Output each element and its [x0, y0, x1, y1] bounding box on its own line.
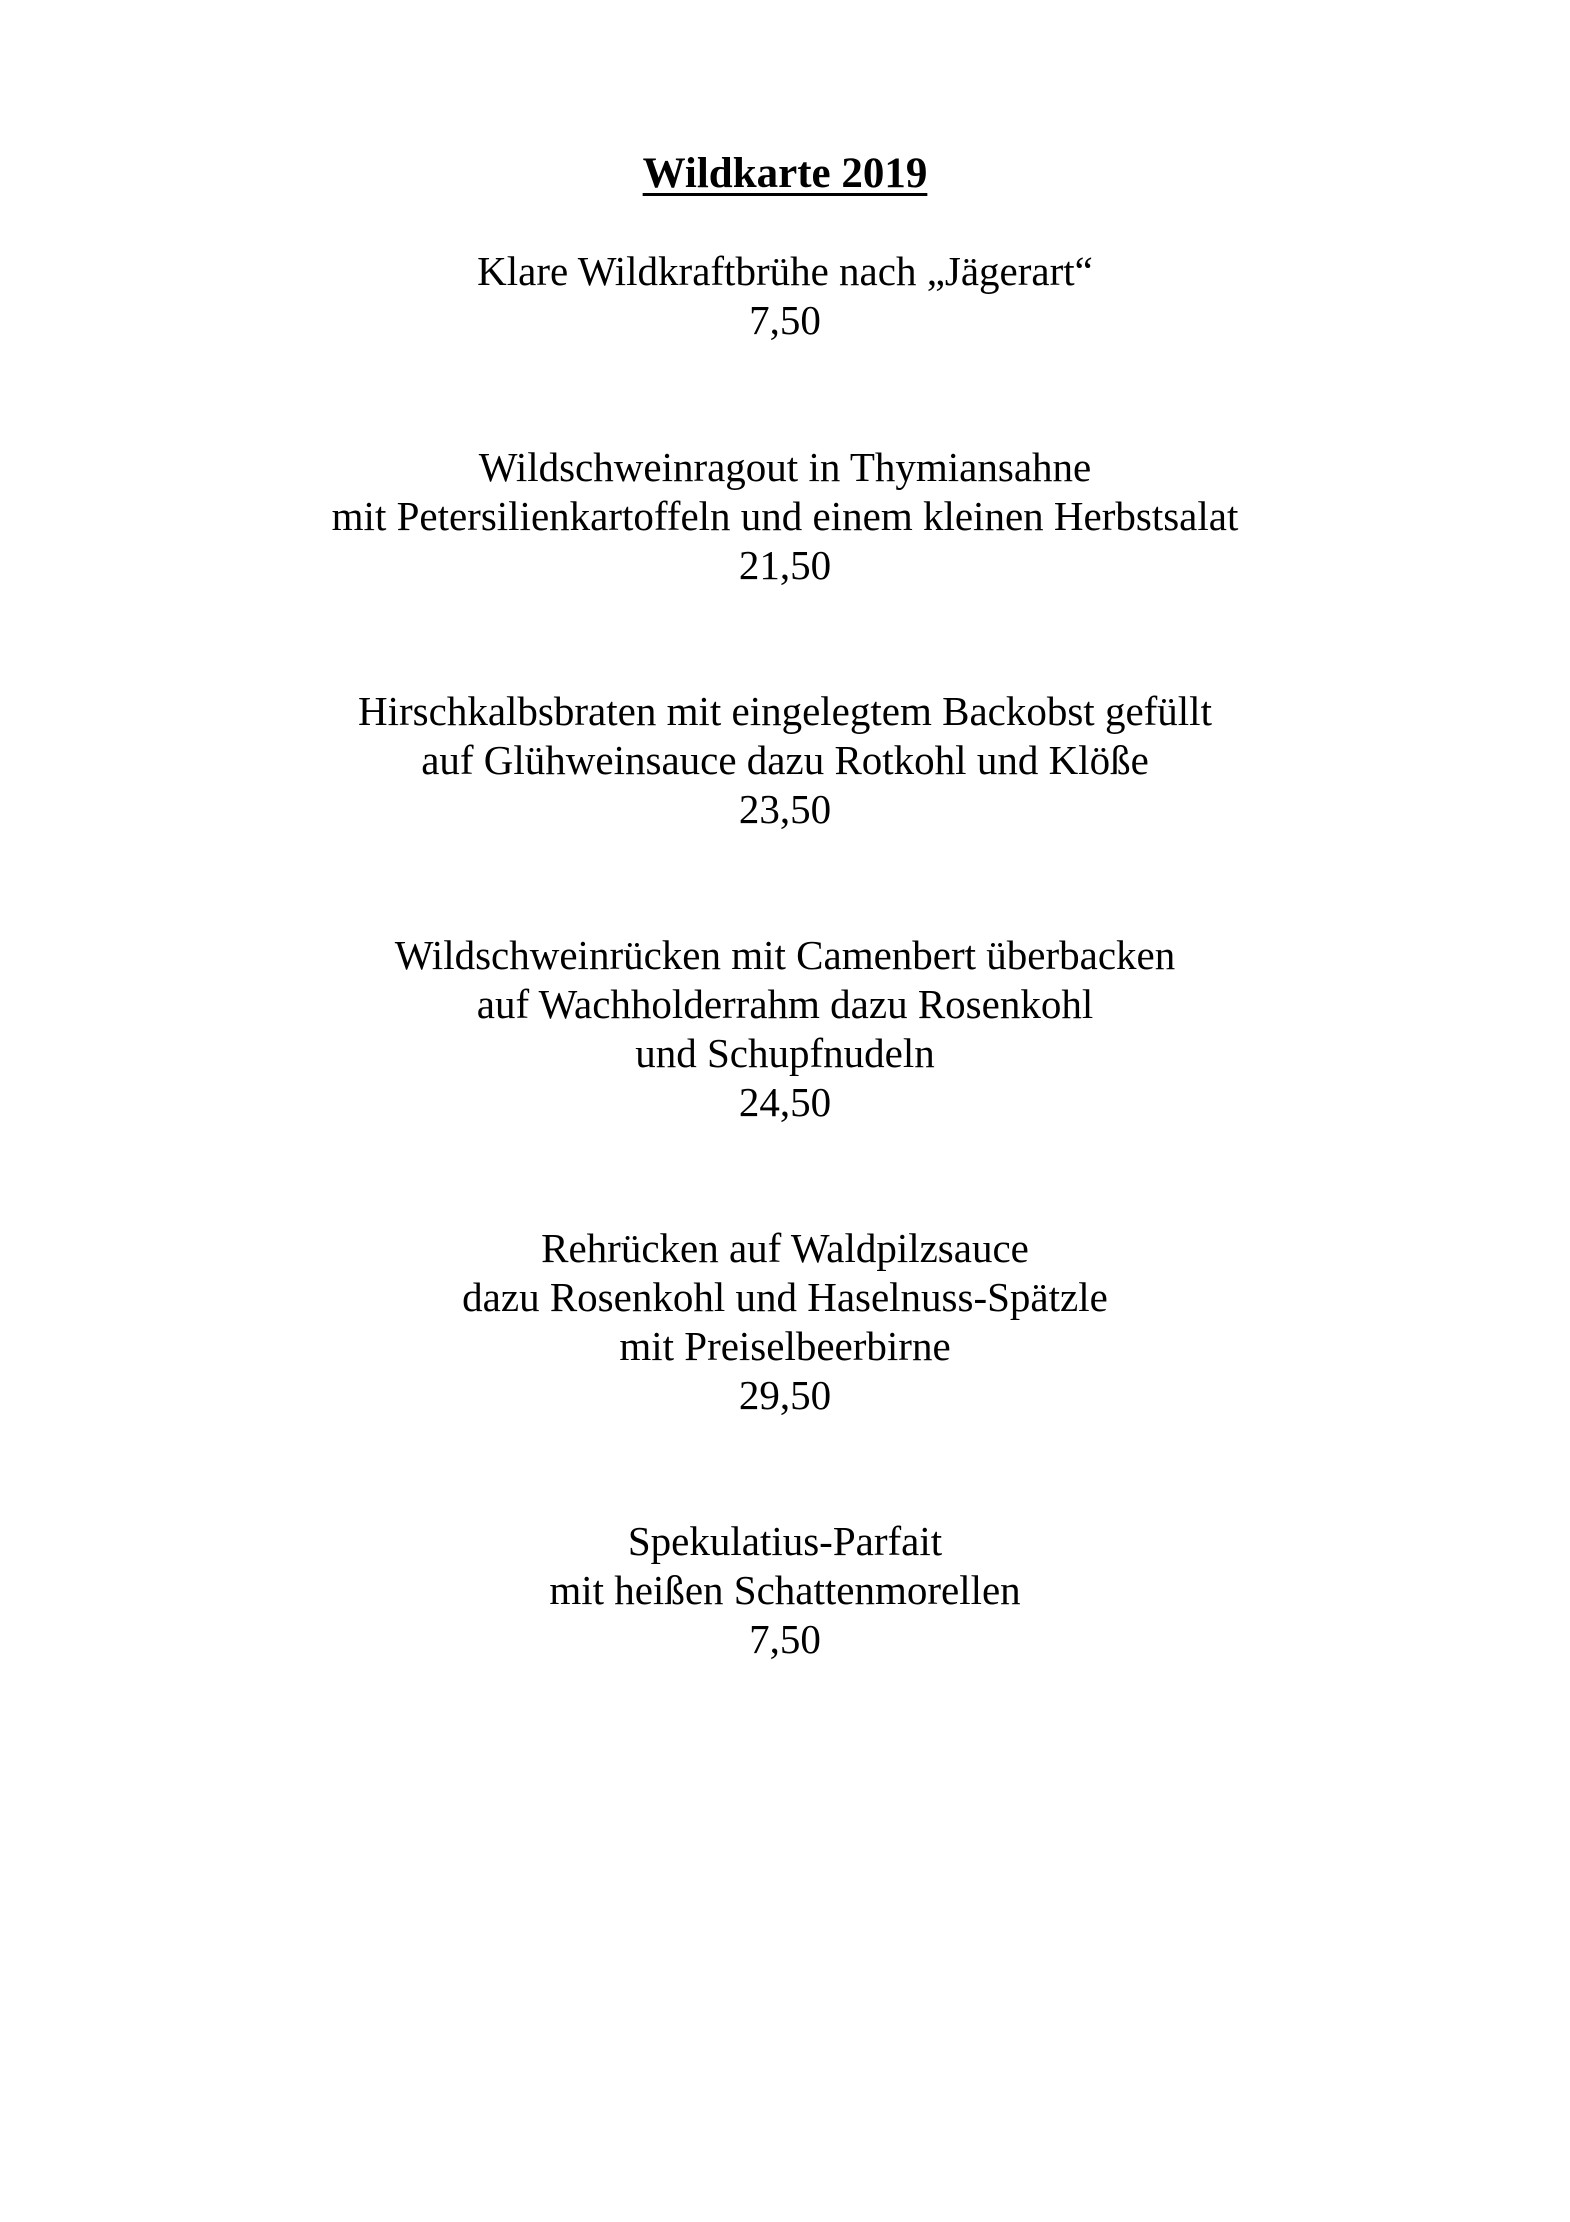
dish-description: Wildschweinrücken mit Camenbert überbacken — [394, 932, 1176, 978]
dish-description: mit heißen Schattenmorellen — [549, 1567, 1021, 1613]
dish-price: 7,50 — [749, 1616, 821, 1662]
dish-description: Rehrücken auf Waldpilzsauce — [541, 1225, 1029, 1271]
dish-description: Klare Wildkraftbrühe nach „Jägerart“ — [477, 248, 1093, 294]
dish-price: 23,50 — [738, 786, 832, 832]
menu-title: Wildkarte 2019 — [642, 150, 928, 197]
dish-description: auf Wachholderrahm dazu Rosenkohl — [476, 981, 1094, 1027]
dish-description: auf Glühweinsauce dazu Rotkohl und Klöße — [421, 737, 1149, 783]
menu-item — [0, 247, 1570, 345]
dish-description: dazu Rosenkohl und Haselnuss-Spätzle — [462, 1274, 1108, 1320]
menu-item — [0, 931, 1570, 1127]
menu-item — [0, 1224, 1570, 1420]
dish-price: 24,50 — [738, 1079, 832, 1125]
dish-price: 21,50 — [738, 542, 832, 588]
dish-description: Wildschweinragout in Thymiansahne — [478, 444, 1092, 490]
dish-description: Hirschkalbsbraten mit eingelegtem Backobst gefüllt — [358, 688, 1212, 734]
menu-item — [0, 443, 1570, 590]
menu-item — [0, 1517, 1570, 1664]
dish-description: mit Preiselbeerbirne — [619, 1323, 951, 1369]
dish-description: mit Petersilienkartoffeln und einem kleinen Herbstsalat — [331, 493, 1239, 539]
dish-description: Spekulatius-Parfait — [627, 1518, 943, 1564]
dish-description: und Schupfnudeln — [635, 1030, 935, 1076]
dish-price: 29,50 — [738, 1372, 832, 1418]
dish-price: 7,50 — [749, 297, 821, 343]
menu-item — [0, 687, 1570, 834]
